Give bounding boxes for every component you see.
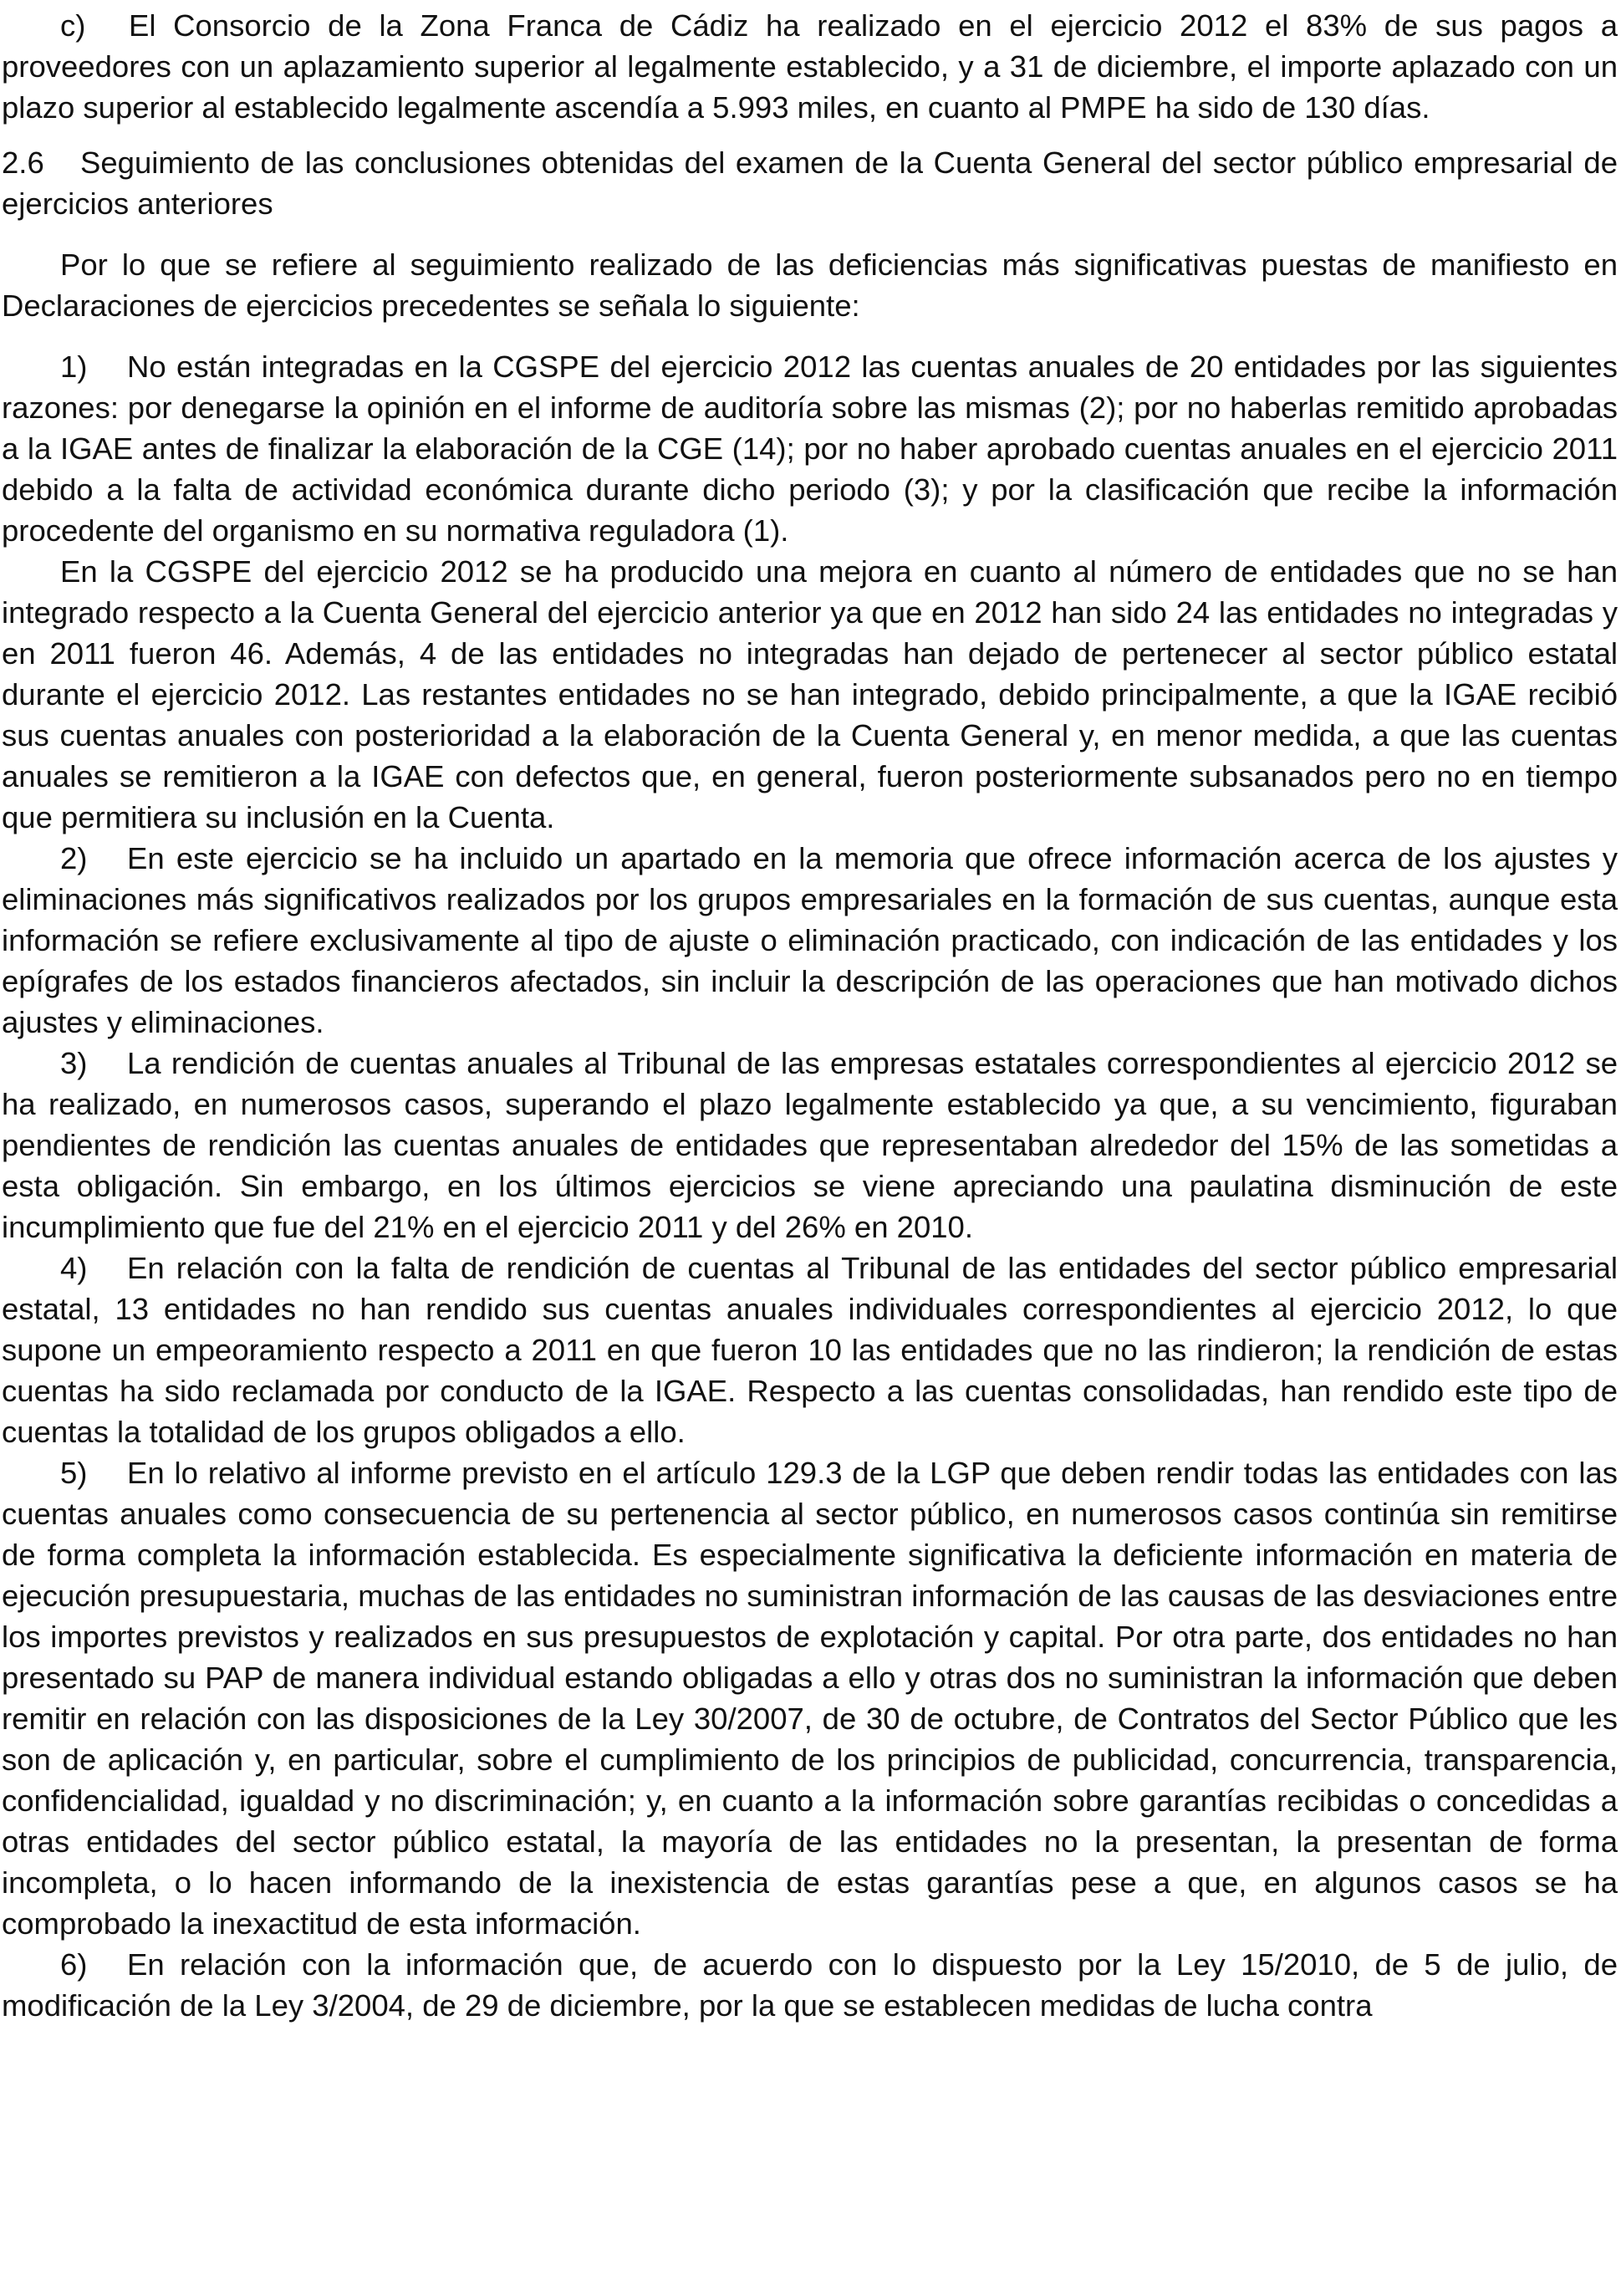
list-item-3	[2, 1043, 1618, 1247]
list-item-4	[2, 1247, 1618, 1452]
list-item-5-marker: 5)	[60, 1456, 88, 1490]
intro-paragraph: Por lo que se refiere al seguimiento realizado de las deficiencias más significativas puestas de manifiesto en Declaraciones de ejercicios precedentes se señala lo siguiente:	[2, 247, 1618, 323]
list-item-1-marker: 1)	[60, 350, 88, 384]
list-item-3-text: La rendición de cuentas anuales al Tribunal de las empresas estatales correspondientes al ejercicio 2012 se ha realizado, en numerosos casos, superando el plazo legalmente establecido ya que, a su vencimiento, figuraban pendientes de rendición las cuentas anuales de entidades que representaban alrededor del 15% de las sometidas a esta obligación. Sin embargo, en los últimos ejercicios se viene apreciando una paulatina disminución de este incumplimiento que fue del 21% en el ejercicio 2011 y del 26% en 2010.	[2, 1046, 1618, 1244]
list-item-6-marker: 6)	[60, 1947, 88, 1982]
list-item-5	[2, 1452, 1618, 1944]
paragraph-c-marker: c)	[60, 8, 86, 43]
list-item-6	[2, 1944, 1618, 2026]
list-item-2-marker: 2)	[60, 841, 88, 875]
paragraph-c-text: El Consorcio de la Zona Franca de Cádiz ha realizado en el ejercicio 2012 el 83% de sus pagos a proveedores con un aplazamiento superior al legalmente establecido, y a 31 de diciembre, el importe aplazado con un plazo superior al establecido legalmente ascendía a 5.993 miles, en cuanto al PMPE ha sido de 130 días.	[2, 8, 1618, 125]
paragraph-c	[2, 5, 1618, 128]
list-item-5-text: En lo relativo al informe previsto en el artículo 129.3 de la LGP que deben rendir todas las entidades con las cuentas anuales como consecuencia de su pertenencia al sector público, en numerosos casos continúa sin remitirse de forma completa la información establecida. Es especialmente significativa la deficiente información en materia de ejecución presupuestaria, muchas de las entidades no suministran información de las causas de las desviaciones entre los importes previstos y realizados en sus presupuestos de explotación y capital. Por otra parte, dos entidades no han presentado su PAP de manera individual estando obligadas a ello y otras dos no suministran la información que deben remitir en relación con las disposiciones de la Ley 30/2007, de 30 de octubre, de Contratos del Sector Público que les son de aplicación y, en particular, sobre el cumplimiento de los principios de publicidad, concurrencia, transparencia, confidencialidad, igualdad y no discriminación; y, en cuanto a la información sobre garantías recibidas o concedidas a otras entidades del sector público estatal, la mayoría de las entidades no la presentan, la presentan de forma incompleta, o lo hacen informando de la inexistencia de estas garantías pese a que, en algunos casos se ha comprobado la inexactitud de esta información.	[2, 1456, 1618, 1941]
section-heading-text: Seguimiento de las conclusiones obtenidas del examen de la Cuenta General del sector público empresarial de ejercicios anteriores	[2, 145, 1618, 221]
list-item-4-text: En relación con la falta de rendición de cuentas al Tribunal de las entidades del sector público empresarial estatal, 13 entidades no han rendido sus cuentas anuales individuales correspondientes al ejercicio 2012, lo que supone un empeoramiento respecto a 2011 en que fueron 10 las entidades que no las rindieron; la rendición de estas cuentas ha sido reclamada por conducto de la IGAE. Respecto a las cuentas consolidadas, han rendido este tipo de cuentas la totalidad de los grupos obligados a ello.	[2, 1251, 1618, 1449]
section-number: 2.6	[2, 145, 44, 180]
list-item-6-text: En relación con la información que, de acuerdo con lo dispuesto por la Ley 15/2010, de 5 de julio, de modificación de la Ley 3/2004, de 29 de diciembre, por la que se establecen medidas de lucha contra	[2, 1947, 1618, 2023]
list-item-1-text: No están integradas en la CGSPE del ejercicio 2012 las cuentas anuales de 20 entidades por las siguientes razones: por denegarse la opinión en el informe de auditoría sobre las mismas (2); por no haberlas remitido aprobadas a la IGAE antes de finalizar la elaboración de la CGE (14); por no haber aprobado cuentas anuales en el ejercicio 2011 debido a la falta de actividad económica durante dicho periodo (3); y por la clasificación que recibe la información procedente del organismo en su normativa reguladora (1).	[2, 350, 1618, 548]
list-item-1-continuation	[2, 551, 1618, 838]
list-item-1	[2, 346, 1618, 551]
list-item-1-continuation-text: En la CGSPE del ejercicio 2012 se ha producido una mejora en cuanto al número de entidades que no se han integrado respecto a la Cuenta General del ejercicio anterior ya que en 2012 han sido 24 las entidades no integradas y en 2011 fueron 46. Además, 4 de las entidades no integradas han dejado de pertenecer al sector público estatal durante el ejercicio 2012. Las restantes entidades no se han integrado, debido principalmente, a que la IGAE recibió sus cuentas anuales con posterioridad a la elaboración de la Cuenta General y, en menor medida, a que las cuentas anuales se remitieron a la IGAE con defectos que, en general, fueron posteriormente subsanados pero no en tiempo que permitiera su inclusión en la Cuenta.	[2, 554, 1618, 834]
section-heading	[2, 142, 1618, 224]
list-item-3-marker: 3)	[60, 1046, 88, 1080]
list-item-4-marker: 4)	[60, 1251, 88, 1285]
list-item-2	[2, 838, 1618, 1043]
list-item-2-text: En este ejercicio se ha incluido un apartado en la memoria que ofrece información acerca de los ajustes y eliminaciones más significativos realizados por los grupos empresariales en la formación de sus cuentas, aunque esta información se refiere exclusivamente al tipo de ajuste o eliminación practicado, con indicación de las entidades y los epígrafes de los estados financieros afectados, sin incluir la descripción de las operaciones que han motivado dichos ajustes y eliminaciones.	[2, 841, 1618, 1039]
